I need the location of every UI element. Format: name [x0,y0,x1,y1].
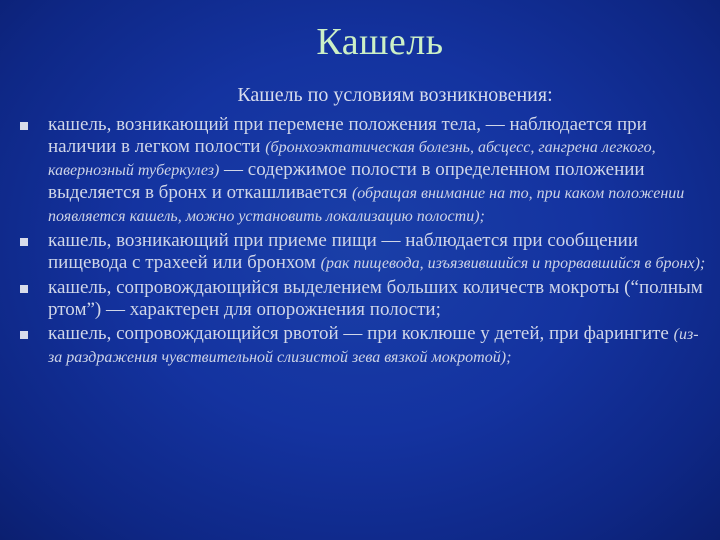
list-item [18,114,708,228]
item-note: (из-за раздражения чувствительной слизистой зева вязкой мокротой); [48,326,699,366]
list-item [18,277,708,321]
slide-subtitle: Кашель по условиям возникновения: [237,84,553,106]
item-text: кашель, возникающий при приеме пищи — наблюдается при сообщении пищевода с трахеей или бронхом [48,230,639,273]
item-text: — содержимое полости в определенном положении выделяется в бронх и откашливается [48,159,645,203]
item-note: (обращая внимание на то, при каком положении появляется кашель, можно установить локализацию полости); [48,185,685,225]
list-item [18,323,708,369]
item-text: кашель, сопровождающийся рвотой — при коклюше у детей, при фарингите [48,323,674,344]
square-bullet-icon [20,238,28,246]
item-note: (рак пищевода, изъязвившийся и прорвавшийся в бронх); [320,255,706,272]
item-text: кашель, возникающий при перемене положения тела, — наблюдается при наличии в легком полости [48,114,647,157]
bullet-list [18,114,708,369]
item-note: (бронхоэктатическая болезнь, абсцесс, гангрена легкого, кавернозный туберкулез) [48,139,656,179]
item-text: кашель, сопровождающийся выделением больших количеств мокроты (“полным ртом”) — характерен для опорожнения полости; [48,277,703,320]
square-bullet-icon [20,331,28,339]
list-item [18,230,708,275]
slide-title: Кашель [316,21,444,63]
square-bullet-icon [20,122,28,130]
square-bullet-icon [20,285,28,293]
